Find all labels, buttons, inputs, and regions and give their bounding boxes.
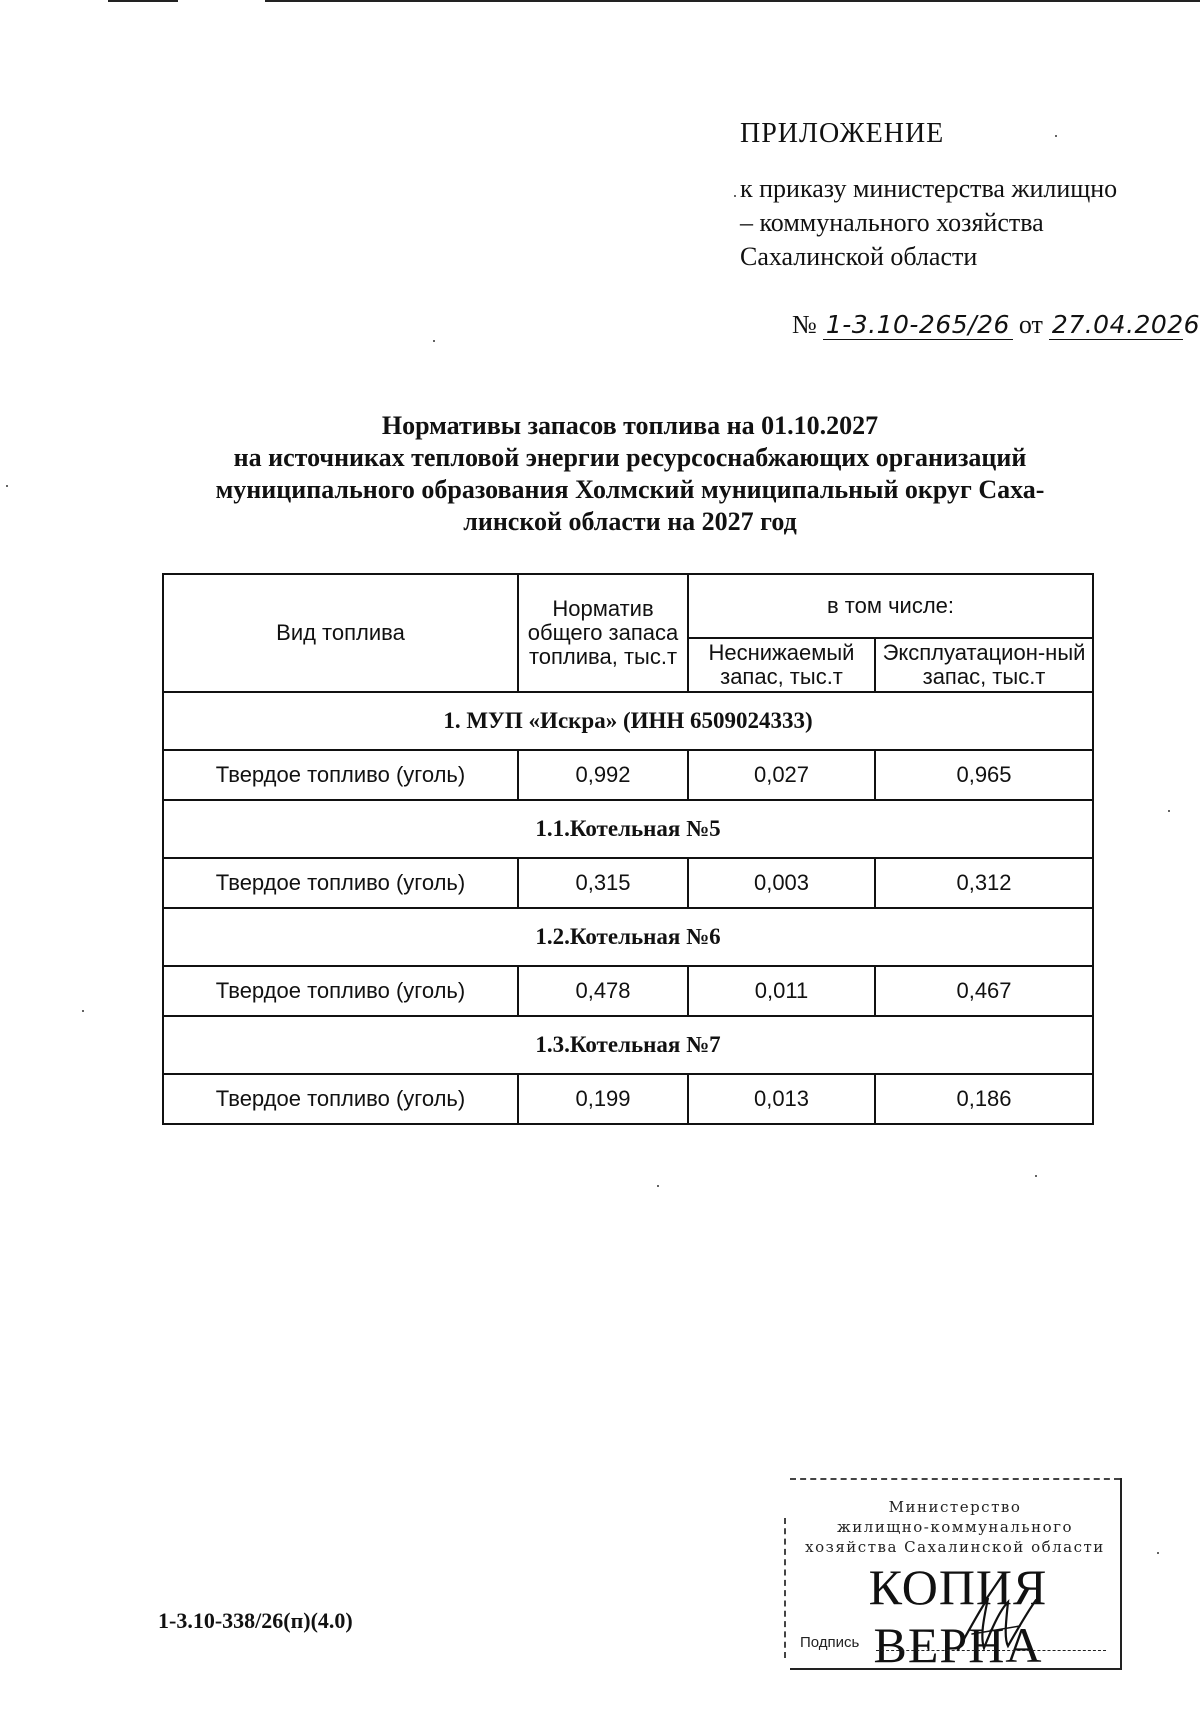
section-row <box>163 908 1093 966</box>
scan-speck <box>1157 1552 1159 1554</box>
section-row <box>163 1016 1093 1074</box>
table-row <box>163 966 1093 1016</box>
header-total-reserve: Норматив общего запаса топлива, тыс.т <box>518 574 688 692</box>
stamp-line-2: жилищно-коммунального <box>837 1518 1073 1536</box>
section-row <box>163 692 1093 750</box>
stamp-line-3: хозяйства Сахалинской области <box>805 1538 1105 1556</box>
scan-speck <box>657 1185 659 1187</box>
header-operational-reserve: Эксплуатацион-ный запас, тыс.т <box>875 638 1093 692</box>
header-including: в том числе: <box>688 574 1093 638</box>
order-date: 27.04.2026 <box>1049 310 1183 340</box>
operational-cell: 0,965 <box>875 750 1093 800</box>
title-line-3: муниципального образования Холмский муниципальный округ Саха- <box>215 475 1045 504</box>
section-title: 1.1.Котельная №5 <box>163 800 1093 858</box>
scan-speck <box>433 340 435 342</box>
operational-cell: 0,467 <box>875 966 1093 1016</box>
scan-speck <box>1168 810 1170 812</box>
order-date-prefix: от <box>1018 310 1043 339</box>
total-cell: 0,315 <box>518 858 688 908</box>
minimum-cell: 0,003 <box>688 858 875 908</box>
stamp-signature-label: Подпись <box>800 1634 860 1651</box>
scan-speck <box>734 195 736 197</box>
fuel-cell: Твердое топливо (уголь) <box>163 1074 518 1124</box>
appendix-subtitle: к приказу министерства жилищно – коммунального хозяйства Сахалинской области <box>740 174 1118 271</box>
scan-speck <box>1035 1175 1037 1177</box>
total-cell: 0,992 <box>518 750 688 800</box>
title-line-4: линской области на 2027 год <box>463 507 797 536</box>
total-cell: 0,478 <box>518 966 688 1016</box>
header-fuel-type: Вид топлива <box>163 574 518 692</box>
scan-top-edge <box>0 0 1200 2</box>
appendix-block <box>740 118 1140 274</box>
table-row <box>163 858 1093 908</box>
document-title <box>180 410 1080 538</box>
order-number-prefix: № <box>792 310 817 339</box>
operational-cell: 0,312 <box>875 858 1093 908</box>
stamp-line-1: Министерство <box>888 1498 1022 1516</box>
section-row <box>163 800 1093 858</box>
scan-speck <box>82 1010 84 1012</box>
registration-number: 1-3.10-338/26(п)(4.0) <box>158 1608 353 1633</box>
title-line-1: Нормативы запасов топлива на 01.10.2027 <box>381 411 879 440</box>
section-title: 1. МУП «Искра» (ИНН 6509024333) <box>163 692 1093 750</box>
stamp-main-text: КОПИЯ ВЕРНА <box>868 1559 1048 1673</box>
minimum-cell: 0,011 <box>688 966 875 1016</box>
scan-speck <box>6 485 8 487</box>
fuel-cell: Твердое топливо (уголь) <box>163 750 518 800</box>
section-title: 1.2.Котельная №6 <box>163 908 1093 966</box>
order-number: 1-3.10-265/26 <box>823 310 1013 340</box>
handwritten-signature <box>950 1588 1040 1658</box>
title-line-2: на источниках тепловой энергии ресурсоснабжающих организаций <box>233 443 1027 472</box>
fuel-cell: Твердое топливо (уголь) <box>163 966 518 1016</box>
operational-cell: 0,186 <box>875 1074 1093 1124</box>
order-reference <box>792 310 1200 340</box>
header-minimum-reserve: Неснижаемый запас, тыс.т <box>688 638 875 692</box>
fuel-cell: Твердое топливо (уголь) <box>163 858 518 908</box>
fuel-reserve-table <box>162 573 1094 1125</box>
total-cell: 0,199 <box>518 1074 688 1124</box>
section-title: 1.3.Котельная №7 <box>163 1016 1093 1074</box>
table-row <box>163 750 1093 800</box>
minimum-cell: 0,013 <box>688 1074 875 1124</box>
appendix-label: ПРИЛОЖЕНИЕ <box>740 118 945 149</box>
minimum-cell: 0,027 <box>688 750 875 800</box>
scan-speck <box>1055 135 1057 137</box>
certified-copy-stamp <box>790 1478 1122 1673</box>
table-row <box>163 1074 1093 1124</box>
